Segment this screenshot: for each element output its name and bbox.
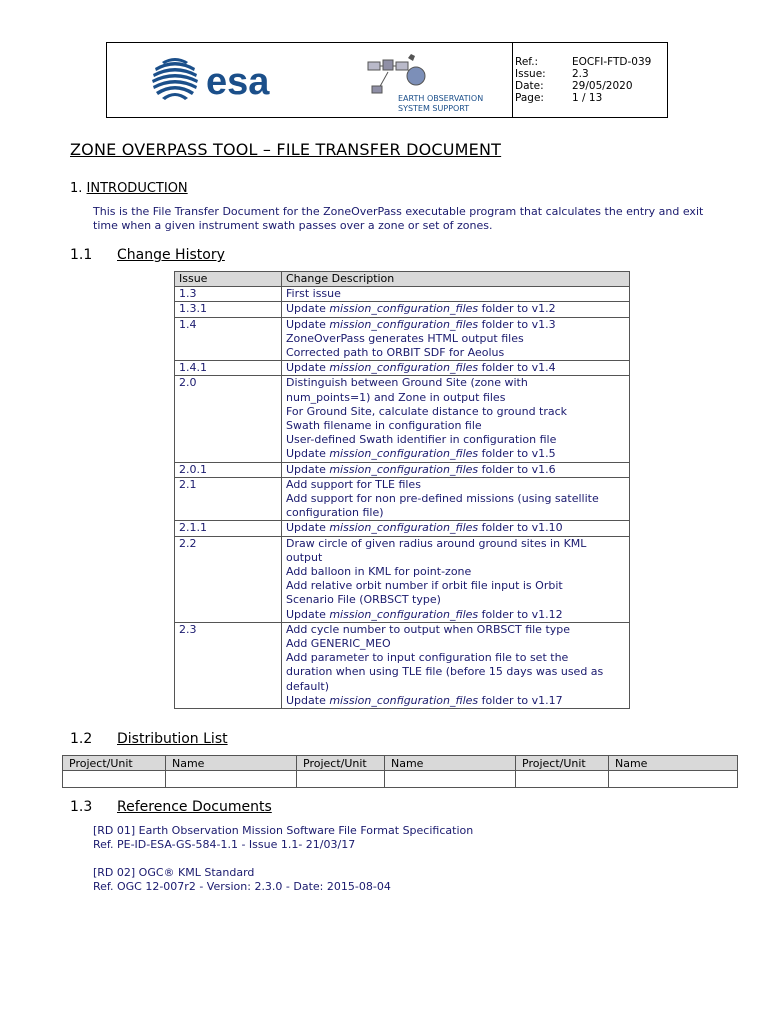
description-cell	[282, 536, 630, 622]
description-line: Add support for non pre-defined missions (using satellite	[286, 492, 599, 506]
description-text: folder to v1.3	[478, 317, 556, 331]
description-cell	[282, 622, 630, 708]
list-item	[93, 824, 473, 852]
section-title: Distribution List	[117, 731, 228, 747]
section-number: 1.1	[70, 247, 93, 263]
satellite-icon	[358, 50, 498, 94]
issue-cell: 1.4.1	[175, 361, 282, 376]
column-header-issue: Issue	[175, 272, 282, 287]
svg-text:esa: esa	[206, 61, 270, 103]
description-line: Add parameter to input configuration file to set the	[286, 651, 569, 665]
description-line	[286, 694, 625, 708]
header-values	[572, 56, 651, 104]
issue-cell: 1.3	[175, 287, 282, 302]
column-header-name: Name	[609, 756, 738, 771]
description-cell	[282, 361, 630, 376]
description-line	[286, 447, 625, 461]
table-row	[175, 477, 630, 521]
description-line: output	[286, 550, 323, 564]
issue-cell: 2.0	[175, 376, 282, 462]
column-header-project-unit: Project/Unit	[63, 756, 166, 771]
description-cell	[282, 317, 630, 361]
description-text: folder to v1.5	[478, 447, 556, 461]
description-line: configuration file)	[286, 506, 384, 520]
description-line: Add support for TLE files	[286, 477, 421, 491]
description-line	[286, 608, 625, 622]
section-title: Change History	[117, 247, 225, 263]
table-row	[175, 521, 630, 536]
column-header-description: Change Description	[282, 272, 630, 287]
table-row	[175, 302, 630, 317]
description-text: Update	[286, 317, 330, 331]
description-line: Add balloon in KML for point-zone	[286, 565, 472, 579]
table-row	[175, 536, 630, 622]
folder-name: mission_configuration_files	[329, 607, 479, 621]
description-line: ZoneOverPass generates HTML output files	[286, 331, 524, 345]
table-row	[175, 462, 630, 477]
section-title: INTRODUCTION	[86, 181, 188, 196]
issue-cell: 1.4	[175, 317, 282, 361]
issue-cell: 2.1.1	[175, 521, 282, 536]
section-introduction-heading	[70, 181, 188, 196]
description-text: Update	[286, 693, 330, 707]
description-cell	[282, 302, 630, 317]
list-item	[93, 866, 473, 894]
description-text: folder to v1.2	[478, 302, 556, 316]
reference-title: [RD 02] OGC® KML Standard	[93, 866, 255, 879]
issue-cell: 2.3	[175, 622, 282, 708]
table-row	[175, 361, 630, 376]
section-number: 1.2	[70, 731, 93, 747]
ref-label: Ref.:	[515, 56, 539, 68]
folder-name: mission_configuration_files	[329, 521, 479, 535]
issue-cell: 2.1	[175, 477, 282, 521]
folder-name: mission_configuration_files	[329, 693, 479, 707]
description-cell	[282, 477, 630, 521]
introduction-text: This is the File Transfer Document for the ZoneOverPass executable program that calculates the entry and exit time when a given instrument swath passes over a zone or set of zones.	[93, 205, 704, 232]
folder-name: mission_configuration_files	[329, 447, 479, 461]
folder-name: mission_configuration_files	[329, 361, 479, 375]
column-header-name: Name	[166, 756, 297, 771]
description-text: Update	[286, 462, 330, 476]
description-line: First issue	[286, 287, 341, 301]
earth-observation-logo	[358, 50, 498, 116]
issue-cell: 2.2	[175, 536, 282, 622]
description-line: For Ground Site, calculate distance to ground track	[286, 404, 568, 418]
description-line	[286, 318, 625, 332]
description-cell	[282, 462, 630, 477]
description-cell	[282, 376, 630, 462]
table-row	[175, 376, 630, 462]
description-line: Draw circle of given radius around ground sites in KML	[286, 536, 587, 550]
section-title: Reference Documents	[117, 799, 272, 815]
table-row	[175, 317, 630, 361]
reference-id: Ref. OGC 12-007r2 - Version: 2.3.0 - Date: 2015-08-04	[93, 880, 391, 893]
section-number: 1.	[70, 181, 83, 196]
folder-name: mission_configuration_files	[329, 302, 479, 316]
description-text: folder to v1.4	[478, 361, 556, 375]
reference-list	[93, 824, 473, 908]
folder-name: mission_configuration_files	[329, 462, 479, 476]
description-line	[286, 463, 625, 477]
description-line: Add cycle number to output when ORBSCT file type	[286, 622, 571, 636]
description-cell	[282, 287, 630, 302]
description-text: folder to v1.12	[478, 607, 563, 621]
ref-value: EOCFI-FTD-039	[572, 56, 652, 68]
description-cell	[282, 521, 630, 536]
description-line: Add relative orbit number if orbit file input is Orbit	[286, 579, 563, 593]
issue-label: Issue:	[515, 68, 546, 80]
description-line: Distinguish between Ground Site (zone with	[286, 376, 528, 390]
description-text: folder to v1.17	[478, 693, 563, 707]
description-line	[286, 302, 625, 316]
folder-name: mission_configuration_files	[329, 317, 479, 331]
description-text: Update	[286, 361, 330, 375]
description-line: duration when using TLE file (before 15 days was used as	[286, 665, 604, 679]
description-text: folder to v1.10	[478, 521, 563, 535]
change-history-table	[174, 271, 630, 709]
table-row	[63, 771, 738, 788]
description-text: Update	[286, 447, 330, 461]
page-value: 1 / 13	[572, 92, 603, 104]
description-line: Swath filename in configuration file	[286, 419, 482, 433]
description-line: num_points=1) and Zone in output files	[286, 390, 506, 404]
table-row	[175, 287, 630, 302]
description-line	[286, 521, 625, 535]
distribution-table	[62, 755, 738, 788]
description-line: User-defined Swath identifier in configuration file	[286, 433, 557, 447]
description-text: Update	[286, 607, 330, 621]
description-text: Update	[286, 302, 330, 316]
page-label: Page:	[515, 92, 544, 104]
issue-value: 2.3	[572, 68, 589, 80]
description-line: Corrected path to ORBIT SDF for Aeolus	[286, 346, 505, 360]
date-value: 29/05/2020	[572, 80, 633, 92]
description-text: Update	[286, 521, 330, 535]
column-header-name: Name	[385, 756, 516, 771]
logo-line2: SYSTEM SUPPORT	[398, 104, 470, 113]
issue-cell: 2.0.1	[175, 462, 282, 477]
column-header-project-unit: Project/Unit	[297, 756, 385, 771]
date-label: Date:	[515, 80, 544, 92]
document-title: ZONE OVERPASS TOOL – FILE TRANSFER DOCUMENT	[70, 140, 502, 159]
description-text: folder to v1.6	[478, 462, 556, 476]
description-line: default)	[286, 679, 329, 693]
column-header-project-unit: Project/Unit	[516, 756, 609, 771]
description-line	[286, 361, 625, 375]
header-labels	[515, 56, 546, 104]
table-row	[175, 622, 630, 708]
reference-id: Ref. PE-ID-ESA-GS-584-1.1 - Issue 1.1- 21/03/17	[93, 838, 356, 851]
issue-cell: 1.3.1	[175, 302, 282, 317]
description-line: Add GENERIC_MEO	[286, 637, 391, 651]
reference-title: [RD 01] Earth Observation Mission Software File Format Specification	[93, 824, 474, 837]
description-line: Scenario File (ORBSCT type)	[286, 593, 441, 607]
section-number: 1.3	[70, 799, 93, 815]
logo-line1: EARTH OBSERVATION	[398, 94, 484, 103]
esa-logo	[150, 54, 292, 104]
